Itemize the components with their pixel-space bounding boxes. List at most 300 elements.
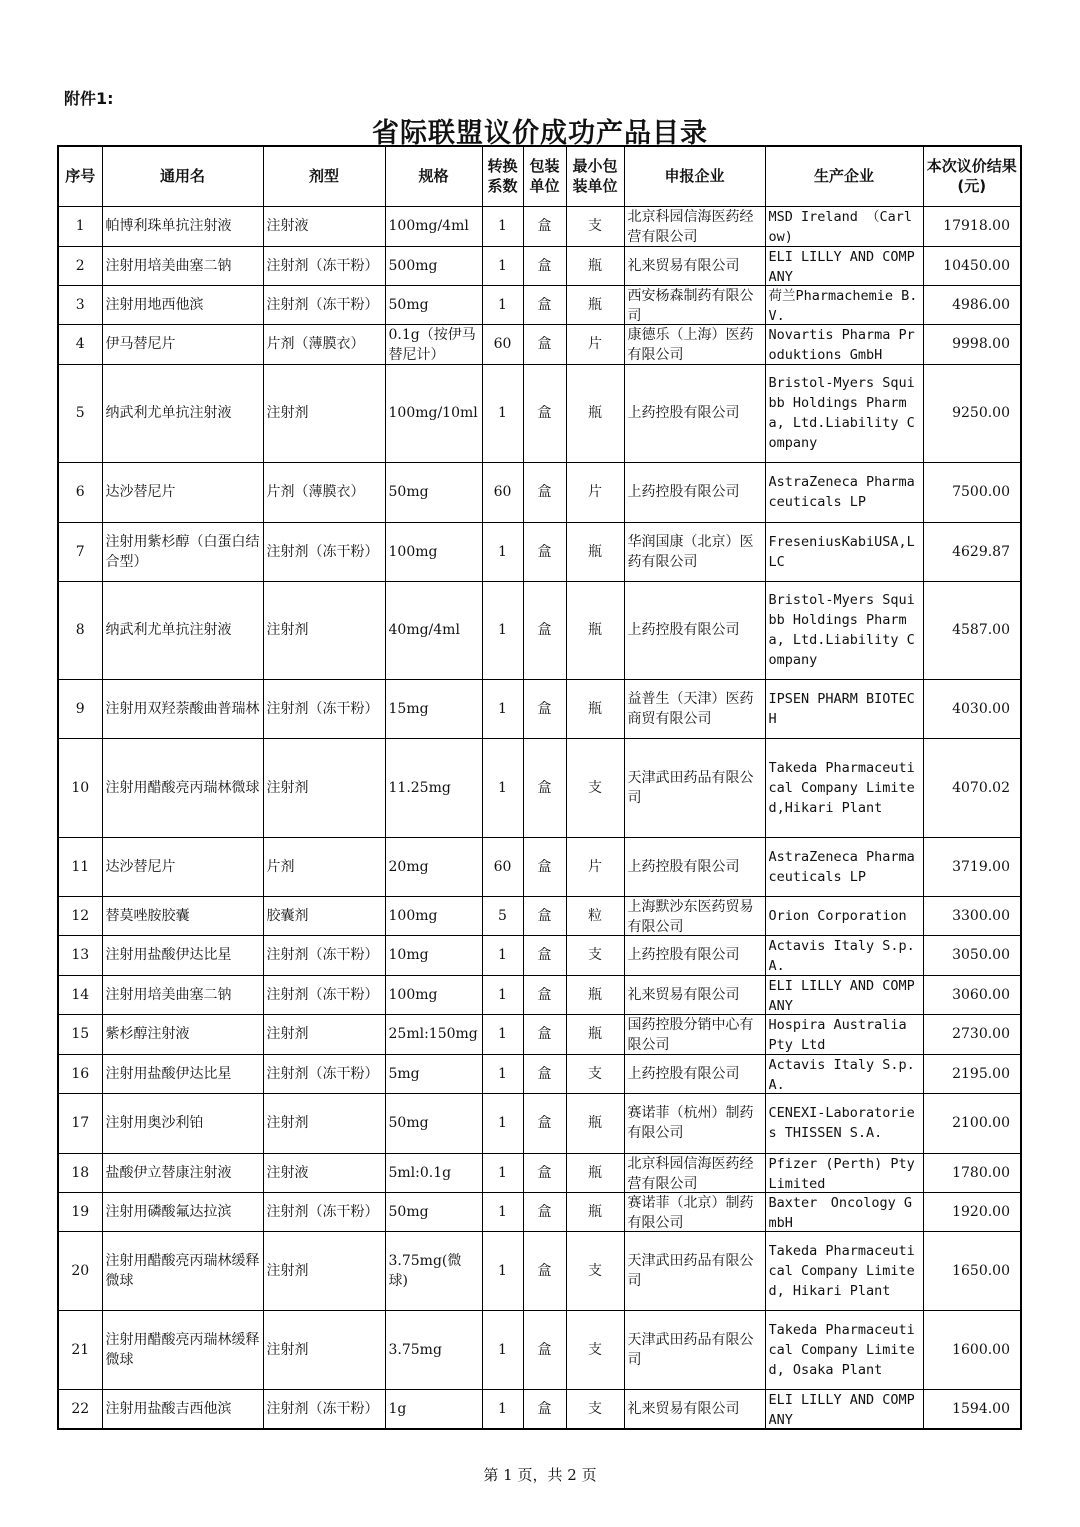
cell-min-pack-unit	[566, 462, 624, 522]
cell-dosage-form	[263, 1231, 385, 1310]
cell-spec-text: 10mg	[388, 947, 429, 963]
cell-spec-text: 100mg	[388, 543, 438, 560]
header-no: 序号	[58, 146, 102, 206]
cell-no	[58, 975, 102, 1014]
cell-coefficient-text: 1	[498, 1400, 507, 1417]
cell-applicant-text: 国药控股分销中心有限公司	[627, 1017, 754, 1053]
cell-applicant	[624, 246, 765, 285]
cell-price-text: 3719.00	[952, 858, 1010, 875]
cell-coefficient	[482, 1054, 523, 1093]
cell-min-pack-unit-text: 支	[588, 779, 602, 796]
cell-price	[923, 522, 1021, 581]
cell-pack-unit-text: 盒	[537, 543, 552, 560]
cell-spec-text: 500mg	[388, 257, 438, 274]
cell-coefficient	[482, 364, 523, 462]
cell-pack-unit	[523, 837, 566, 896]
header-spec: 规格	[385, 146, 482, 206]
cell-min-pack-unit-text: 粒	[588, 907, 602, 924]
cell-pack-unit	[523, 1153, 566, 1192]
product-table	[57, 145, 1022, 1430]
cell-dosage-form-text: 注射剂（冻干粉）	[266, 543, 379, 560]
cell-manufacturer	[765, 679, 923, 738]
cell-manufacturer-text: 荷兰Pharmachemie B.V.	[768, 288, 918, 323]
cell-price	[923, 1054, 1021, 1093]
cell-coefficient	[482, 522, 523, 581]
cell-generic-name	[102, 1231, 263, 1310]
cell-generic-name	[102, 1093, 263, 1153]
cell-spec-text: 25ml:150mg	[388, 1026, 478, 1042]
cell-applicant-text: 西安杨森制药有限公司	[627, 288, 754, 323]
cell-min-pack-unit-text: 瓶	[588, 1164, 602, 1181]
cell-manufacturer	[765, 837, 923, 896]
cell-no-text: 7	[75, 543, 85, 560]
page-title: 省际联盟议价成功产品目录	[372, 118, 708, 149]
cell-pack-unit-text: 盒	[537, 405, 552, 421]
cell-coefficient-text: 1	[498, 779, 507, 796]
cell-min-pack-unit	[566, 837, 624, 896]
cell-dosage-form	[263, 522, 385, 581]
cell-manufacturer-text: IPSEN PHARM BIOTECH	[768, 690, 915, 727]
cell-generic-name-text: 达沙替尼片	[105, 484, 176, 500]
cell-manufacturer	[765, 1389, 923, 1429]
cell-applicant	[624, 1014, 765, 1054]
cell-min-pack-unit	[566, 896, 624, 935]
cell-generic-name	[102, 324, 263, 364]
cell-coefficient	[482, 206, 523, 246]
cell-price	[923, 285, 1021, 324]
cell-price-text: 2100.00	[952, 1115, 1010, 1131]
table-row	[58, 975, 1021, 1014]
cell-dosage-form	[263, 1310, 385, 1389]
cell-manufacturer	[765, 1231, 923, 1310]
cell-pack-unit	[523, 364, 566, 462]
cell-manufacturer	[765, 896, 923, 935]
table-row	[58, 1192, 1021, 1231]
cell-pack-unit	[523, 1054, 566, 1093]
cell-spec-text: 1g	[388, 1400, 407, 1417]
cell-generic-name	[102, 522, 263, 581]
cell-applicant	[624, 522, 765, 581]
cell-manufacturer-text: CENEXI-Laboratories THISSEN S.A.	[768, 1105, 915, 1141]
header-form: 剂型	[263, 146, 385, 206]
cell-min-pack-unit-text: 瓶	[588, 700, 602, 717]
cell-generic-name-text: 注射用紫杉醇（白蛋白结合型）	[105, 533, 260, 570]
cell-generic-name	[102, 1192, 263, 1231]
cell-no-text: 13	[71, 947, 90, 963]
cell-coefficient-text: 60	[493, 858, 512, 875]
cell-spec	[385, 1310, 482, 1389]
cell-pack-unit	[523, 896, 566, 935]
cell-coefficient	[482, 462, 523, 522]
cell-price-text: 4030.00	[952, 700, 1010, 717]
cell-generic-name	[102, 246, 263, 285]
table-row	[58, 935, 1021, 975]
cell-price	[923, 581, 1021, 679]
cell-dosage-form-text: 注射剂	[266, 1262, 309, 1279]
cell-spec	[385, 1231, 482, 1310]
cell-spec	[385, 246, 482, 285]
table-row	[58, 1231, 1021, 1310]
cell-price	[923, 837, 1021, 896]
cell-generic-name-text: 纳武利尤单抗注射液	[105, 622, 232, 638]
cell-coefficient	[482, 975, 523, 1014]
cell-no	[58, 246, 102, 285]
cell-coefficient-text: 1	[498, 218, 507, 234]
cell-dosage-form	[263, 935, 385, 975]
cell-manufacturer-text: Novartis Pharma Produktions GmbH	[768, 327, 915, 363]
cell-no-text: 17	[71, 1115, 90, 1131]
cell-coefficient	[482, 679, 523, 738]
cell-applicant	[624, 1389, 765, 1429]
cell-no	[58, 324, 102, 364]
cell-no-text: 11	[71, 858, 90, 875]
cell-manufacturer-text: Actavis Italy S.p.A.	[768, 938, 915, 974]
cell-applicant	[624, 1153, 765, 1192]
cell-pack-unit-text: 盒	[537, 779, 552, 796]
cell-generic-name-text: 注射用醋酸亮丙瑞林缓释微球	[105, 1252, 260, 1289]
table-row	[58, 1093, 1021, 1153]
cell-price-text: 4587.00	[952, 622, 1010, 638]
cell-generic-name	[102, 1389, 263, 1429]
cell-coefficient-text: 60	[493, 484, 512, 500]
cell-price	[923, 1153, 1021, 1192]
cell-manufacturer-text: Orion Corporation	[768, 907, 907, 924]
header-minpack: 最小包装单位	[566, 146, 624, 206]
cell-manufacturer-text: Bristol-Myers Squibb Holdings Pharma, Ltd.Liability Company	[768, 375, 915, 451]
cell-generic-name-text: 注射用醋酸亮丙瑞林缓释微球	[105, 1331, 260, 1368]
cell-dosage-form-text: 注射液	[266, 218, 309, 234]
header-pack: 包装单位	[523, 146, 566, 206]
cell-price-text: 7500.00	[952, 484, 1010, 500]
cell-no	[58, 679, 102, 738]
cell-spec	[385, 364, 482, 462]
cell-no	[58, 1014, 102, 1054]
cell-dosage-form	[263, 837, 385, 896]
cell-pack-unit-text: 盒	[537, 257, 552, 274]
cell-generic-name	[102, 1014, 263, 1054]
cell-manufacturer	[765, 324, 923, 364]
cell-spec	[385, 975, 482, 1014]
cell-dosage-form	[263, 1153, 385, 1192]
cell-spec-text: 50mg	[388, 296, 429, 313]
cell-price-text: 9250.00	[952, 405, 1010, 421]
cell-spec	[385, 679, 482, 738]
cell-no-text: 9	[75, 700, 85, 717]
cell-generic-name	[102, 581, 263, 679]
cell-manufacturer	[765, 1093, 923, 1153]
cell-coefficient	[482, 1310, 523, 1389]
cell-applicant	[624, 324, 765, 364]
cell-no	[58, 1093, 102, 1153]
cell-applicant-text: 礼来贸易有限公司	[627, 1400, 740, 1417]
cell-applicant	[624, 1231, 765, 1310]
cell-price	[923, 738, 1021, 837]
cell-price	[923, 975, 1021, 1014]
cell-price-text: 4986.00	[952, 296, 1010, 313]
cell-no	[58, 738, 102, 837]
cell-price-text: 3060.00	[952, 986, 1010, 1003]
cell-dosage-form-text: 胶囊剂	[266, 907, 309, 924]
cell-generic-name-text: 纳武利尤单抗注射液	[105, 405, 232, 421]
cell-no-text: 22	[71, 1400, 90, 1417]
cell-price	[923, 679, 1021, 738]
cell-price-text: 1780.00	[952, 1164, 1010, 1181]
table-row	[58, 581, 1021, 679]
cell-no-text: 3	[75, 296, 85, 313]
cell-no	[58, 462, 102, 522]
cell-dosage-form-text: 注射剂（冻干粉）	[266, 700, 379, 717]
cell-applicant-text: 上药控股有限公司	[627, 484, 740, 500]
cell-generic-name	[102, 1310, 263, 1389]
cell-coefficient	[482, 581, 523, 679]
cell-coefficient-text: 1	[498, 1262, 507, 1279]
cell-no-text: 2	[75, 257, 85, 274]
cell-spec	[385, 206, 482, 246]
cell-applicant-text: 上海默沙东医药贸易有限公司	[627, 899, 754, 934]
cell-pack-unit	[523, 738, 566, 837]
cell-pack-unit-text: 盒	[537, 1203, 552, 1220]
cell-min-pack-unit	[566, 1231, 624, 1310]
cell-dosage-form-text: 注射剂	[266, 1026, 309, 1042]
cell-pack-unit-text: 盒	[537, 1400, 552, 1417]
cell-coefficient-text: 1	[498, 622, 507, 638]
cell-manufacturer	[765, 1192, 923, 1231]
cell-min-pack-unit-text: 片	[588, 858, 602, 875]
cell-price-text: 1650.00	[952, 1262, 1010, 1279]
cell-generic-name-text: 帕博利珠单抗注射液	[105, 218, 232, 234]
cell-coefficient	[482, 1389, 523, 1429]
cell-spec-text: 100mg	[388, 907, 438, 924]
cell-spec	[385, 1054, 482, 1093]
cell-dosage-form-text: 注射剂（冻干粉）	[266, 1400, 379, 1417]
cell-price	[923, 364, 1021, 462]
cell-min-pack-unit	[566, 246, 624, 285]
cell-no-text: 21	[71, 1341, 90, 1358]
cell-generic-name-text: 注射用培美曲塞二钠	[105, 986, 232, 1003]
cell-min-pack-unit	[566, 581, 624, 679]
cell-no-text: 18	[71, 1164, 90, 1181]
cell-generic-name-text: 注射用盐酸伊达比星	[105, 1065, 232, 1082]
cell-manufacturer-text: Hospira Australia Pty Ltd	[768, 1017, 907, 1053]
cell-price	[923, 935, 1021, 975]
cell-applicant-text: 赛诺菲（北京）制药有限公司	[627, 1195, 754, 1230]
cell-price	[923, 206, 1021, 246]
cell-applicant	[624, 285, 765, 324]
cell-dosage-form	[263, 1192, 385, 1231]
cell-spec	[385, 581, 482, 679]
cell-manufacturer	[765, 1153, 923, 1192]
cell-no	[58, 364, 102, 462]
cell-price-text: 1594.00	[952, 1400, 1010, 1417]
cell-min-pack-unit	[566, 522, 624, 581]
cell-pack-unit	[523, 1093, 566, 1153]
cell-manufacturer-text: Takeda Pharmaceutical Company Limited, Osaka Plant	[768, 1321, 915, 1378]
cell-min-pack-unit	[566, 324, 624, 364]
cell-price-text: 9998.00	[952, 336, 1010, 352]
cell-dosage-form-text: 注射剂	[266, 1115, 309, 1131]
cell-manufacturer-text: Bristol-Myers Squibb Holdings Pharma, Ltd.Liability Company	[768, 592, 915, 668]
cell-min-pack-unit	[566, 1093, 624, 1153]
cell-spec-text: 50mg	[388, 484, 429, 500]
cell-applicant	[624, 581, 765, 679]
cell-dosage-form	[263, 364, 385, 462]
cell-coefficient	[482, 1153, 523, 1192]
cell-pack-unit-text: 盒	[537, 336, 552, 352]
cell-spec	[385, 324, 482, 364]
cell-pack-unit	[523, 1231, 566, 1310]
cell-min-pack-unit	[566, 975, 624, 1014]
cell-min-pack-unit	[566, 1310, 624, 1389]
cell-pack-unit	[523, 975, 566, 1014]
cell-pack-unit	[523, 935, 566, 975]
cell-pack-unit-text: 盒	[537, 484, 552, 500]
cell-manufacturer	[765, 206, 923, 246]
cell-generic-name-text: 注射用醋酸亮丙瑞林微球	[105, 779, 260, 796]
cell-min-pack-unit	[566, 738, 624, 837]
cell-price-text: 4629.87	[952, 543, 1010, 560]
cell-spec-text: 0.1g（按伊马替尼计）	[388, 327, 476, 363]
header-coef: 转换系数	[482, 146, 523, 206]
cell-applicant	[624, 206, 765, 246]
cell-applicant-text: 北京科园信海医药经营有限公司	[627, 209, 754, 245]
cell-generic-name	[102, 975, 263, 1014]
cell-applicant-text: 上药控股有限公司	[627, 947, 740, 963]
cell-coefficient-text: 1	[498, 700, 507, 717]
table-row	[58, 462, 1021, 522]
table-row	[58, 738, 1021, 837]
cell-pack-unit	[523, 1389, 566, 1429]
cell-manufacturer	[765, 1014, 923, 1054]
cell-applicant-text: 上药控股有限公司	[627, 858, 740, 875]
cell-dosage-form-text: 注射剂	[266, 405, 309, 421]
cell-manufacturer-text: AstraZeneca Pharmaceuticals LP	[768, 848, 915, 885]
cell-pack-unit	[523, 285, 566, 324]
cell-price-text: 17918.00	[943, 218, 1010, 234]
cell-applicant	[624, 364, 765, 462]
table-row	[58, 679, 1021, 738]
cell-applicant	[624, 1310, 765, 1389]
cell-manufacturer-text: Takeda Pharmaceutical Company Limited,Hikari Plant	[768, 759, 915, 816]
cell-spec-text: 50mg	[388, 1203, 429, 1220]
cell-generic-name	[102, 738, 263, 837]
cell-no-text: 16	[71, 1065, 90, 1082]
cell-manufacturer-text: Pfizer (Perth) Pty Limited	[768, 1156, 915, 1191]
cell-pack-unit	[523, 679, 566, 738]
cell-generic-name	[102, 1153, 263, 1192]
cell-manufacturer-text: ELI LILLY AND COMPANY	[768, 1391, 915, 1428]
cell-pack-unit	[523, 462, 566, 522]
cell-dosage-form-text: 片剂	[266, 858, 295, 875]
cell-generic-name-text: 注射用奥沙利铂	[105, 1115, 204, 1131]
cell-generic-name-text: 注射用双羟萘酸曲普瑞林	[105, 700, 260, 717]
cell-min-pack-unit-text: 支	[588, 1065, 602, 1082]
table-row	[58, 324, 1021, 364]
cell-no	[58, 1389, 102, 1429]
cell-manufacturer-text: Actavis Italy S.p.A.	[768, 1057, 915, 1092]
cell-no	[58, 1153, 102, 1192]
cell-price	[923, 1310, 1021, 1389]
cell-pack-unit	[523, 324, 566, 364]
cell-min-pack-unit	[566, 364, 624, 462]
cell-dosage-form	[263, 285, 385, 324]
cell-pack-unit-text: 盒	[537, 1262, 552, 1279]
cell-dosage-form-text: 注射剂	[266, 779, 309, 796]
cell-applicant-text: 上药控股有限公司	[627, 1065, 740, 1082]
cell-manufacturer	[765, 246, 923, 285]
cell-min-pack-unit-text: 支	[588, 1341, 602, 1358]
cell-no-text: 6	[75, 484, 85, 500]
cell-generic-name-text: 达沙替尼片	[105, 858, 176, 875]
cell-no-text: 5	[75, 405, 85, 421]
cell-no-text: 8	[75, 622, 85, 638]
cell-price	[923, 246, 1021, 285]
cell-manufacturer-text: FreseniusKabiUSA,LLC	[768, 533, 915, 570]
cell-price	[923, 1389, 1021, 1429]
cell-applicant-text: 华润国康（北京）医药有限公司	[627, 533, 754, 570]
cell-manufacturer	[765, 462, 923, 522]
cell-spec-text: 3.75mg	[388, 1341, 442, 1358]
attachment-label: 附件1:	[64, 89, 114, 108]
cell-pack-unit-text: 盒	[537, 1026, 552, 1042]
cell-price-text: 2730.00	[952, 1026, 1010, 1042]
table-row	[58, 896, 1021, 935]
cell-generic-name-text: 注射用盐酸吉西他滨	[105, 1400, 232, 1417]
cell-manufacturer	[765, 975, 923, 1014]
cell-pack-unit	[523, 1192, 566, 1231]
cell-no	[58, 1192, 102, 1231]
cell-coefficient-text: 1	[498, 257, 507, 274]
cell-generic-name	[102, 462, 263, 522]
cell-manufacturer	[765, 364, 923, 462]
cell-manufacturer	[765, 285, 923, 324]
cell-no	[58, 896, 102, 935]
header-maker: 生产企业	[765, 146, 923, 206]
cell-generic-name-text: 盐酸伊立替康注射液	[105, 1164, 232, 1181]
cell-no-text: 1	[75, 218, 85, 234]
cell-no-text: 10	[71, 779, 90, 796]
cell-manufacturer	[765, 738, 923, 837]
cell-pack-unit-text: 盒	[537, 947, 552, 963]
cell-pack-unit	[523, 1014, 566, 1054]
cell-coefficient-text: 1	[498, 296, 507, 313]
cell-min-pack-unit	[566, 679, 624, 738]
cell-min-pack-unit-text: 瓶	[588, 405, 602, 421]
cell-no	[58, 1310, 102, 1389]
cell-min-pack-unit	[566, 935, 624, 975]
cell-no-text: 4	[75, 336, 85, 352]
cell-applicant-text: 天津武田药品有限公司	[627, 1252, 754, 1289]
cell-spec	[385, 462, 482, 522]
table-row	[58, 285, 1021, 324]
cell-manufacturer	[765, 581, 923, 679]
cell-no	[58, 206, 102, 246]
cell-pack-unit	[523, 1310, 566, 1389]
cell-coefficient	[482, 246, 523, 285]
cell-generic-name	[102, 285, 263, 324]
cell-min-pack-unit-text: 支	[588, 947, 602, 963]
cell-applicant	[624, 935, 765, 975]
cell-coefficient-text: 1	[498, 1203, 507, 1220]
cell-generic-name	[102, 206, 263, 246]
cell-min-pack-unit-text: 片	[588, 336, 602, 352]
cell-applicant-text: 上药控股有限公司	[627, 405, 740, 421]
cell-generic-name	[102, 1054, 263, 1093]
cell-applicant-text: 礼来贸易有限公司	[627, 257, 740, 274]
cell-pack-unit-text: 盒	[537, 1065, 552, 1082]
cell-applicant-text: 赛诺菲（杭州）制药有限公司	[627, 1105, 754, 1141]
cell-price-text: 3050.00	[952, 947, 1010, 963]
cell-min-pack-unit-text: 支	[588, 218, 602, 234]
